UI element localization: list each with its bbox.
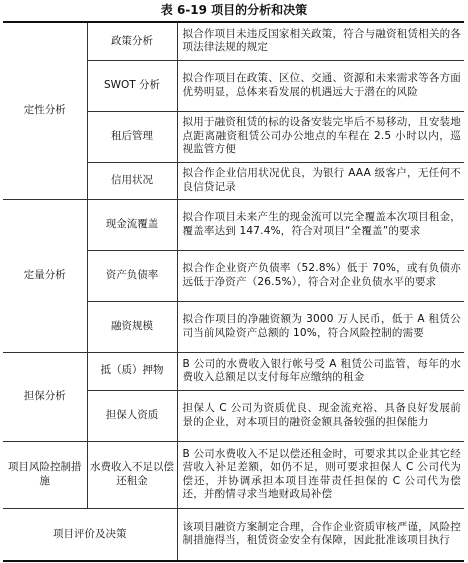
- category-qualitative: 定性分析: [3, 22, 87, 199]
- category-evaluation: 项目评价及决策: [3, 508, 177, 561]
- row-description: 拟合作项目的净融资额为 3000 万人民币，低于 A 租赁公司当前风险资产总额的 10%，符合风险控制的需要: [177, 301, 464, 352]
- table-row: [3, 441, 464, 508]
- table-row: [3, 352, 464, 390]
- row-label: 信用状况: [87, 162, 177, 199]
- category-risk-control: 项目风险控制措施: [3, 441, 87, 508]
- table-row: [3, 508, 464, 561]
- row-label: 担保人资质: [87, 390, 177, 441]
- row-description: 拟合作企业资产负债率（52.8%）低于 70%，或有负债亦远低于净资产（26.5%），符合对企业负债水平的要求: [177, 250, 464, 301]
- evaluation-description: 该项目融资方案制定合理，合作企业资质审核严谨，风险控制措施得当，租赁资金安全有保障，因此批准该项目执行: [177, 508, 464, 561]
- table-row: [3, 199, 464, 250]
- row-label: 抵（质）押物: [87, 352, 177, 390]
- category-guarantee: 担保分析: [3, 352, 87, 441]
- row-label: 现金流覆盖: [87, 199, 177, 250]
- analysis-decision-table: [3, 21, 464, 562]
- table-title: 表 6-19 项目的分析和决策: [160, 3, 308, 17]
- row-description: B 公司的水费收入银行帐号受 A 租赁公司监管，每年的水费收入总额足以支付每年应缴纳的租金: [177, 352, 464, 390]
- row-label: 融资规模: [87, 301, 177, 352]
- row-description: 拟合作项目未违反国家相关政策，符合与融资租赁相关的各项法律法规的规定: [177, 22, 464, 60]
- table-row: [3, 22, 464, 60]
- row-description: 拟合作企业信用状况优良，为银行 AAA 级客户，无任何不良信贷记录: [177, 162, 464, 199]
- row-label: 资产负债率: [87, 250, 177, 301]
- row-label: 政策分析: [87, 22, 177, 60]
- row-label: 水费收入不足以偿还租金: [87, 441, 177, 508]
- row-label: SWOT 分析: [87, 60, 177, 111]
- row-description: 拟合作项目在政策、区位、交通、资源和未来需求等各方面优势明显，总体来看发展的机遇远大于潜在的风险: [177, 60, 464, 111]
- row-description: 拟合作项目未来产生的现金流可以完全覆盖本次项目租金，覆盖率达到 147.4%，符合对项目“全覆盖”的要求: [177, 199, 464, 250]
- row-description: 拟用于融资租赁的标的设备安装完毕后不易移动，且安装地点距离融资租赁公司办公地点的车程在 2.5 小时以内，巡视监管方便: [177, 111, 464, 162]
- row-description: 担保人 C 公司为资质优良、现金流充裕、具备良好发展前景的企业，对本项目的融资金额具备较强的担保能力: [177, 390, 464, 441]
- category-quantitative: 定量分析: [3, 199, 87, 352]
- row-label: 租后管理: [87, 111, 177, 162]
- row-description: B 公司水费收入不足以偿还租金时，可要求其以企业其它经营收入补足差额，如仍不足，则可要求担保人 C 公司代为偿还，并协调承担本项目连带责任担保的 C 公司代为偿还，并酌情寻求当地财政局补偿: [177, 441, 464, 508]
